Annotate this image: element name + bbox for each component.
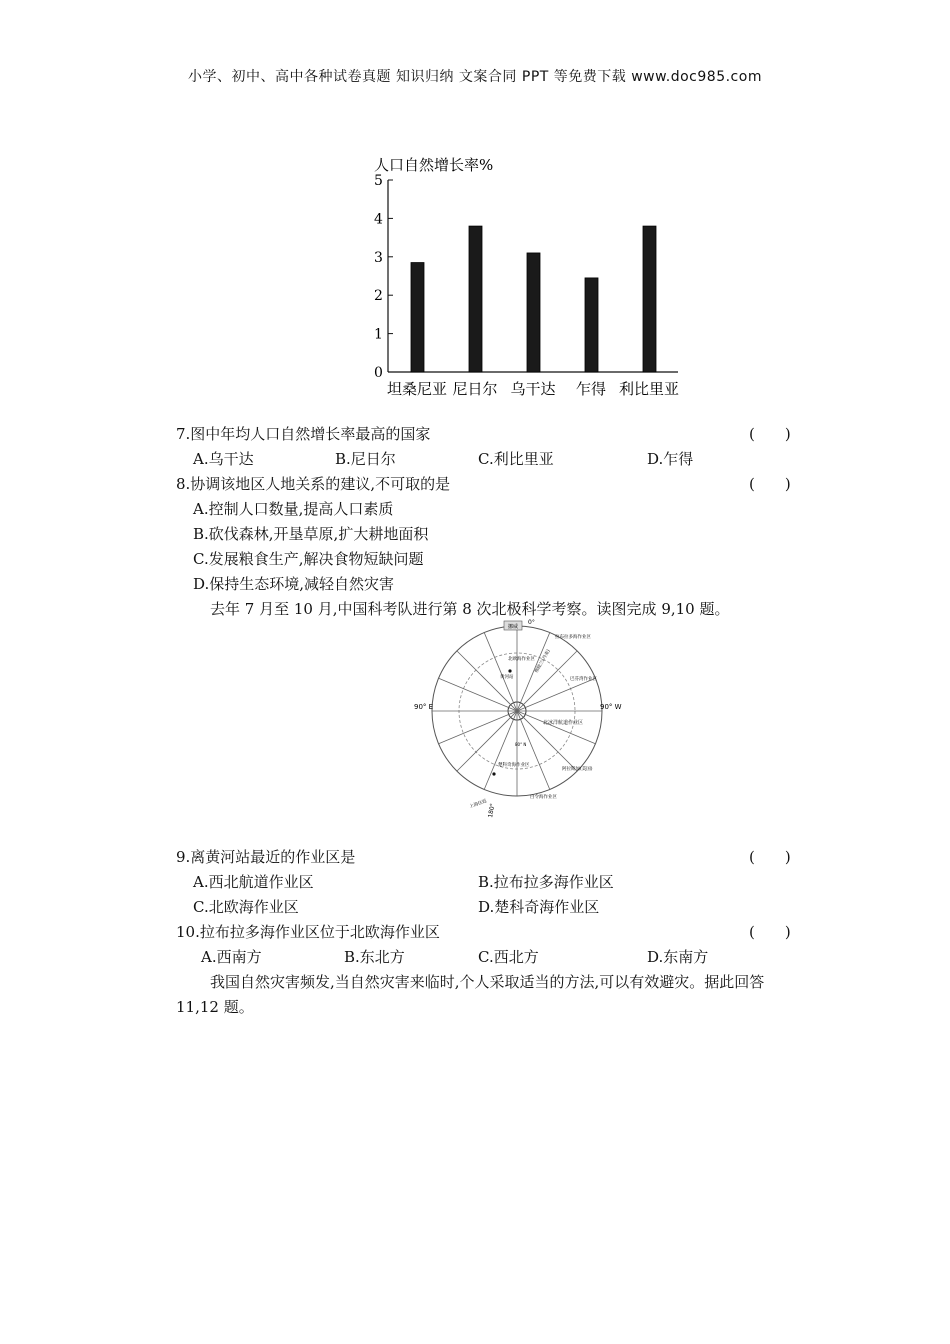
question-7-option-a: A.乌干达 — [193, 450, 254, 468]
reading-intro-11-12-line2: 11,12 题。 — [176, 998, 254, 1016]
map-lon-180: 180° — [487, 802, 497, 819]
chart-x-tick-label: 乍得 — [575, 380, 607, 398]
chart-x-tick-label: 尼日尔 — [452, 380, 498, 398]
chart-y-tick-label: 5 — [374, 173, 383, 189]
question-7-stem: 7.图中年均人口自然增长率最高的国家 — [176, 425, 431, 443]
question-9-option-b: B.拉布拉多海作业区 — [478, 873, 614, 891]
chart-y-tick-label: 1 — [374, 326, 383, 343]
question-8-option-d: D.保持生态环境,减轻自然灾害 — [193, 575, 395, 593]
question-10-option-a: A.西南方 — [201, 948, 262, 966]
arctic-expedition-map — [410, 618, 630, 828]
question-7-option-b: B.尼日尔 — [335, 450, 396, 468]
map-label-norway: 挪威 — [507, 624, 519, 630]
question-9-stem: 9.离黄河站最近的作业区是 — [176, 848, 356, 866]
reading-intro-9-10: 去年 7 月至 10 月,中国科考队进行第 8 次北极科学考察。读图完成 9,10 题。 — [210, 600, 730, 618]
question-8-option-a: A.控制人口数量,提高人口素质 — [193, 500, 394, 518]
chart-y-label: 人口自然增长率% — [374, 156, 494, 174]
question-8-option-b: B.砍伐森林,开垦草原,扩大耕地面积 — [193, 525, 429, 543]
chart-y-tick-label: 0 — [374, 365, 383, 381]
map-label-northwest-passage: 北冰洋航道作业区 — [543, 720, 584, 726]
chart-y-tick-label: 3 — [374, 249, 383, 266]
page-header: 小学、初中、高中各种试卷真题 知识归纳 文案合同 PPT 等免费下载 www.doc985.com — [188, 69, 762, 85]
question-10-stem: 10.拉布拉多海作业区位于北欧海作业区 — [176, 923, 440, 941]
map-label-80n: 80° N — [515, 742, 527, 747]
map-lon-90e: 90° E — [414, 703, 434, 711]
question-7-option-c: C.利比里亚 — [478, 450, 554, 468]
map-label-labrador-sea: 拉布拉多海作业区 — [555, 635, 591, 640]
chart-bar — [643, 226, 656, 372]
question-10-option-d: D.东南方 — [647, 948, 709, 966]
chart-bar — [411, 263, 424, 372]
question-8-option-c: C.发展粮食生产,解决食物短缺问题 — [193, 550, 424, 568]
map-label-chukchi-sea: 楚科奇海作业区 — [498, 763, 530, 768]
question-7-answer-blank: ( ) — [749, 425, 791, 443]
chart-bar — [585, 278, 598, 372]
chart-x-tick-label: 坦桑尼亚 — [386, 380, 448, 398]
question-9-option-d: D.楚科奇海作业区 — [478, 898, 600, 916]
question-10-option-b: B.东北方 — [344, 948, 405, 966]
chart-x-tick-label: 乌干达 — [510, 380, 556, 398]
question-9-option-c: C.北欧海作业区 — [193, 898, 299, 916]
question-9-answer-blank: ( ) — [749, 848, 791, 866]
map-label-shanghai: 上海往返 — [468, 799, 488, 810]
chart-y-tick-label: 4 — [374, 211, 383, 228]
chart-y-tick-label: 2 — [374, 288, 383, 305]
question-10-answer-blank: ( ) — [749, 923, 791, 941]
map-lon-90w: 90° W — [600, 703, 622, 711]
question-8-stem: 8.协调该地区人地关系的建议,不可取的是 — [176, 475, 451, 493]
chart-bar — [527, 253, 540, 372]
question-7-option-d: D.乍得 — [647, 450, 694, 468]
chart-x-tick-label: 利比里亚 — [618, 380, 680, 398]
map-label-nordic-sea: 北欧海作业区 — [508, 657, 535, 662]
question-9-option-a: A.西北航道作业区 — [193, 873, 314, 891]
question-8-answer-blank: ( ) — [749, 475, 791, 493]
map-label-greenland: 格陵兰(丹麦) — [534, 648, 552, 674]
map-lon-0: 0° — [528, 619, 535, 626]
map-label-alaska: 阿拉斯加(美国) — [562, 767, 593, 772]
map-label-bering-sea: 白令海作业区 — [530, 795, 557, 800]
population-growth-chart — [360, 150, 680, 410]
map-label-baffin-bay: 巴芬湾作业区 — [570, 677, 597, 682]
question-10-option-c: C.西北方 — [478, 948, 539, 966]
map-label-yellow-river-station: 黄河站 — [500, 675, 514, 680]
reading-intro-11-12-line1: 我国自然灾害频发,当自然灾害来临时,个人采取适当的方法,可以有效避灾。据此回答 — [210, 973, 765, 991]
chart-bar — [469, 226, 482, 372]
